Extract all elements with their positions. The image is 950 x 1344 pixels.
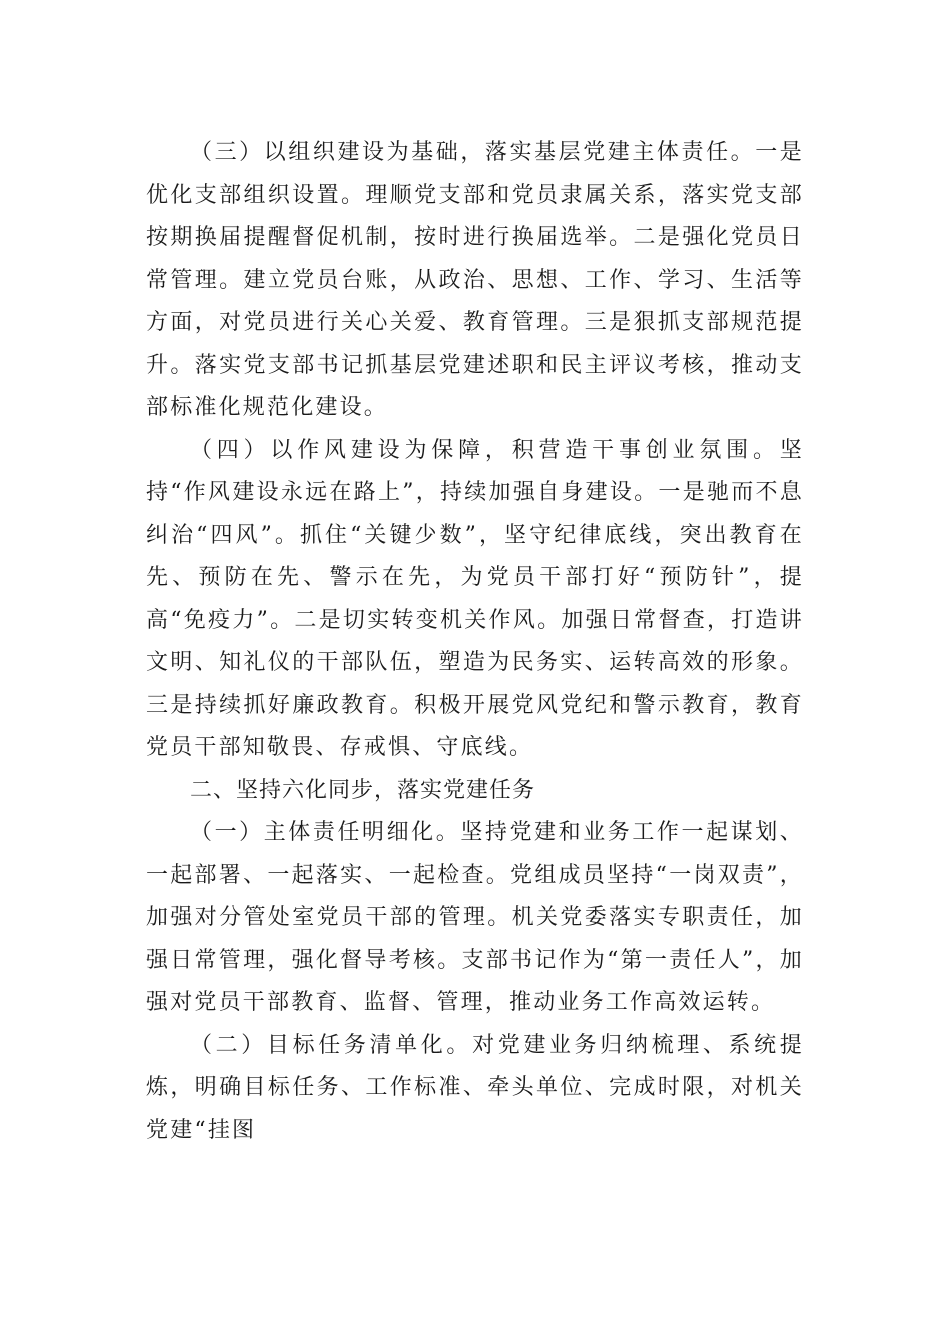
paragraph-organization-building: （三）以组织建设为基础，落实基层党建主体责任。一是优化支部组织设置。理顺党支部和党员隶属关系，落实党支部按期换届提醒督促机制，按时进行换届选举。二是强化党员日常管理。建立党员台账，从政治、思想、工作、学习、生活等方面，对党员进行关心关爱、教育管理。三是狠抓支部规范提升。落实党支部书记抓基层党建述职和民主评议考核，推动支部标准化规范化建设。 xyxy=(146,140,804,420)
paragraph-work-style-building: （四）以作风建设为保障，积营造干事创业氛围。坚持“作风建设永远在路上”，持续加强自身建设。一是驰而不息纠治“四风”。抓住“关键少数”，坚守纪律底线，突出教育在先、预防在先、警示在先，为党员干部打好“预防针”，提高“免疫力”。二是切实转变机关作风。加强日常督查，打造讲文明、知礼仪的干部队伍，塑造为民务实、运转高效的形象。三是持续抓好廉政教育。积极开展党风党纪和警示教育，教育党员干部知敬畏、存戒惧、守底线。 xyxy=(146,437,804,760)
paragraph-responsibility: （一）主体责任明细化。坚持党建和业务工作一起谋划、一起部署、一起落实、一起检查。党组成员坚持“一岗双责”，加强对分管处室党员干部的管理。机关党委落实专职责任，加强日常管理，强化督导考核。支部书记作为“第一责任人”，加强对党员干部教育、监督、管理，推动业务工作高效运转。 xyxy=(146,820,804,1015)
section-heading: 二、坚持六化同步，落实党建任务 xyxy=(190,777,536,803)
paragraph-task-list: （二）目标任务清单化。对党建业务归纳梳理、系统提炼，明确目标任务、工作标准、牵头单位、完成时限，对机关党建“挂图 xyxy=(146,1032,804,1143)
document-body xyxy=(146,132,804,1152)
